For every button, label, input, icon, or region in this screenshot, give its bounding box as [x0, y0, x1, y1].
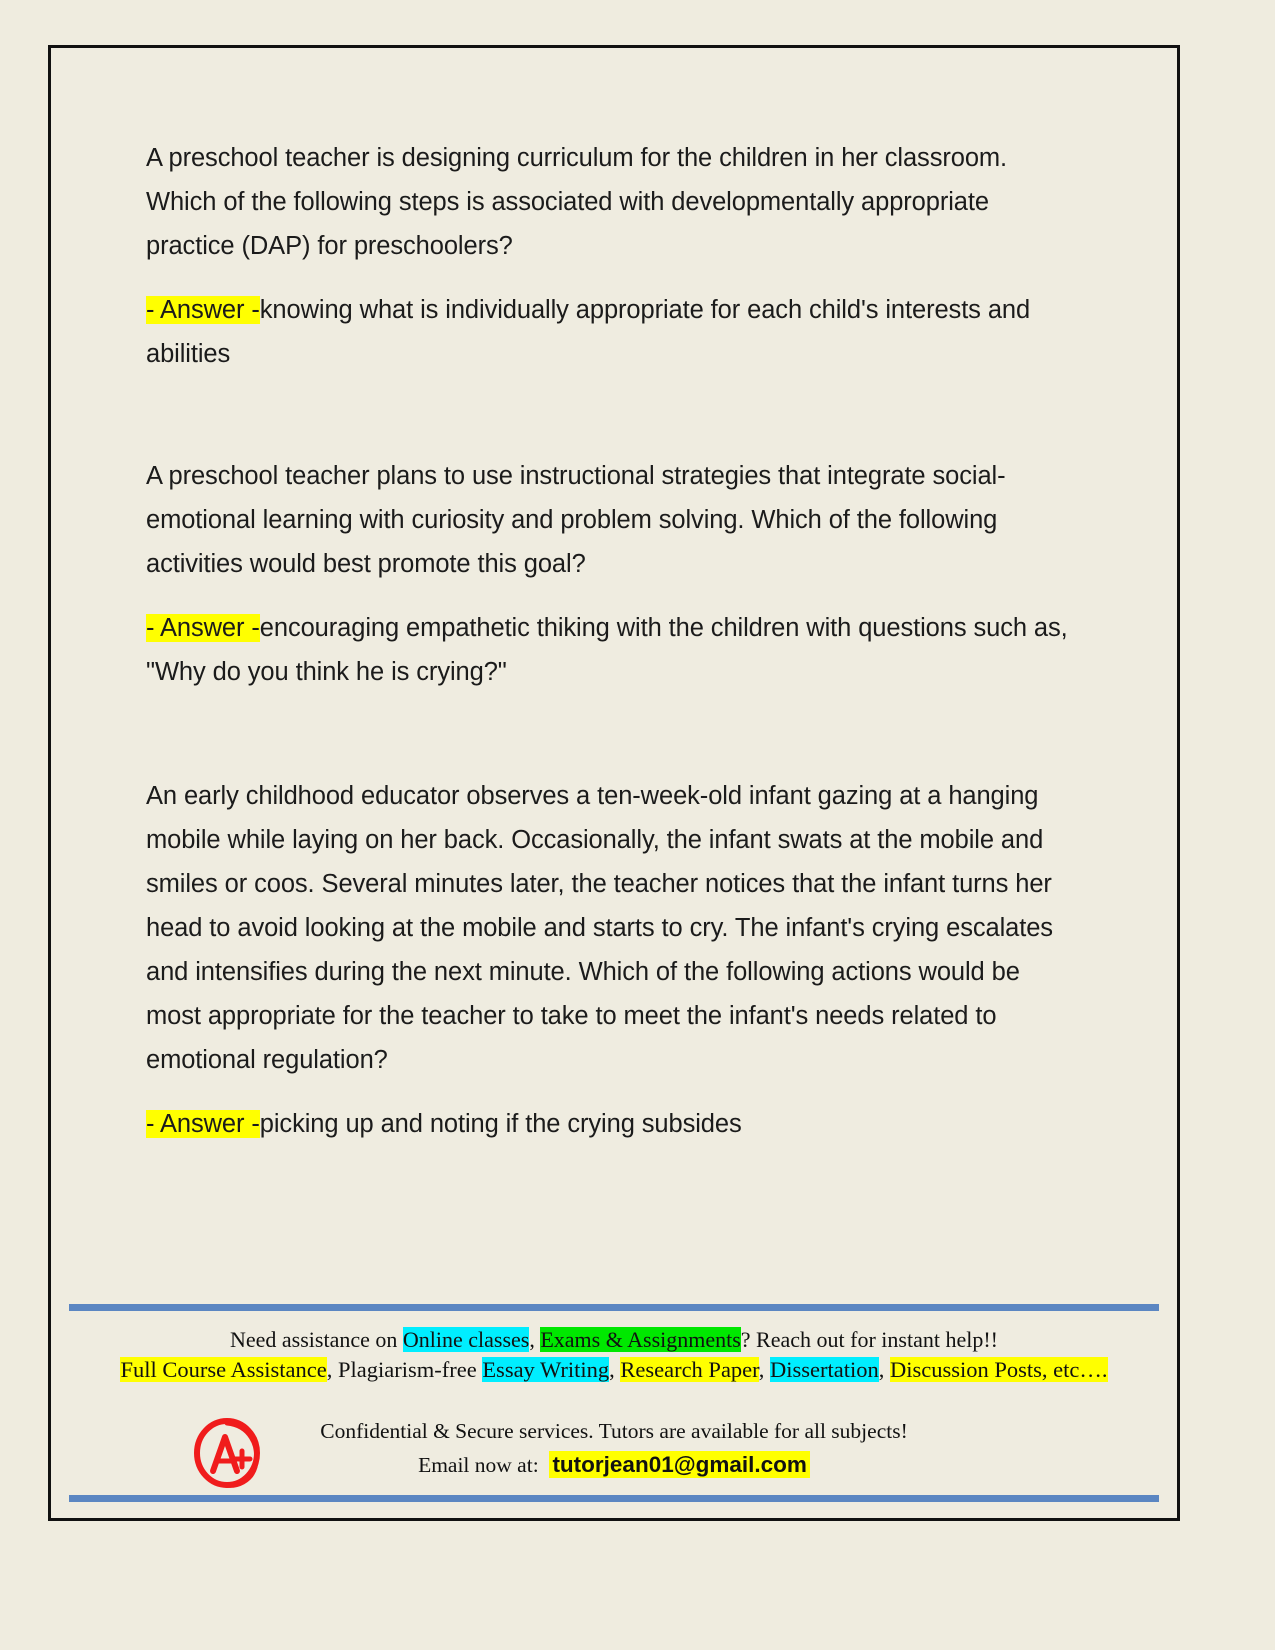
promo-footer [69, 1304, 1159, 1502]
answer-text [146, 606, 1076, 694]
question-list [146, 136, 1076, 1146]
qa-block-2 [146, 454, 1076, 694]
promo-discussion-posts: Discussion Posts, etc…. [890, 1357, 1108, 1382]
promo-research-paper: Research Paper [620, 1357, 759, 1382]
email-address[interactable]: tutorjean01@gmail.com [549, 1451, 810, 1478]
promo-exams-assignments: Exams & Assignments [540, 1327, 741, 1352]
answer-marker: - Answer - [146, 614, 260, 642]
promo-text [69, 1325, 1159, 1385]
promo-l2-seg6: , [758, 1357, 771, 1382]
answer-body: picking up and noting if the crying subsides [259, 1110, 742, 1138]
question-text: A preschool teacher plans to use instructional strategies that integrate social-emotional learning with curiosity and problem solving. Which of the following activities would best promote this goal? [146, 462, 1006, 578]
promo-l1-part1: Need assistance on [229, 1327, 403, 1352]
question-text: An early childhood educator observes a ten-week-old infant gazing at a hanging mobile while laying on her back. Occasionally, the infant swats at the mobile and smiles or coos. Several minutes later, the teacher notices that the infant turns her head to avoid looking at the mobile and starts to cry. The infant's crying escalates and intensifies during the next minute. Which of the following actions would be most appropriate for the teacher to take to meet the infant's needs related to emotional regulation? [146, 782, 1053, 1074]
answer-text [146, 1102, 1076, 1146]
email-label: Email now at: [418, 1453, 539, 1477]
qa-block-3 [146, 774, 1076, 1146]
promo-essay-writing: Essay Writing [482, 1357, 610, 1382]
promo-line-1 [69, 1325, 1159, 1355]
promo-online-classes: Online classes [402, 1327, 530, 1352]
promo-full-course: Full Course Assistance [120, 1357, 327, 1382]
promo-l2-seg2: , Plagiarism-free [326, 1357, 483, 1382]
contact-block [69, 1415, 1159, 1481]
answer-body: knowing what is individually appropriate for each child's interests and abilities [146, 296, 1031, 368]
promo-l2-seg4: , [609, 1357, 621, 1382]
promo-l2-seg8: , [878, 1357, 890, 1382]
promo-dissertation: Dissertation [770, 1357, 879, 1382]
a-plus-logo-icon [189, 1415, 265, 1491]
answer-marker: - Answer - [146, 1110, 260, 1138]
divider-bottom [69, 1495, 1159, 1502]
answer-body: encouraging empathetic thiking with the children with questions such as, "Why do you think he is crying?" [146, 614, 1068, 686]
answer-text [146, 288, 1076, 376]
promo-l1-part2: ? Reach out for instant help!! [740, 1327, 998, 1352]
qa-block-1 [146, 136, 1076, 376]
document-page [48, 45, 1180, 1521]
question-text: A preschool teacher is designing curriculum for the children in her classroom. Which of the following steps is associated with developmentally appropriate practice (DAP) for preschoolers? [146, 144, 1008, 260]
block-spacer [146, 694, 1076, 774]
block-spacer [146, 376, 1076, 454]
promo-line-2 [69, 1355, 1159, 1385]
divider-top [69, 1304, 1159, 1311]
tagline-text: Confidential & Secure services. Tutors are available for all subjects! [320, 1419, 908, 1443]
promo-l1-comma: , [529, 1327, 541, 1352]
answer-marker: - Answer - [146, 296, 260, 324]
